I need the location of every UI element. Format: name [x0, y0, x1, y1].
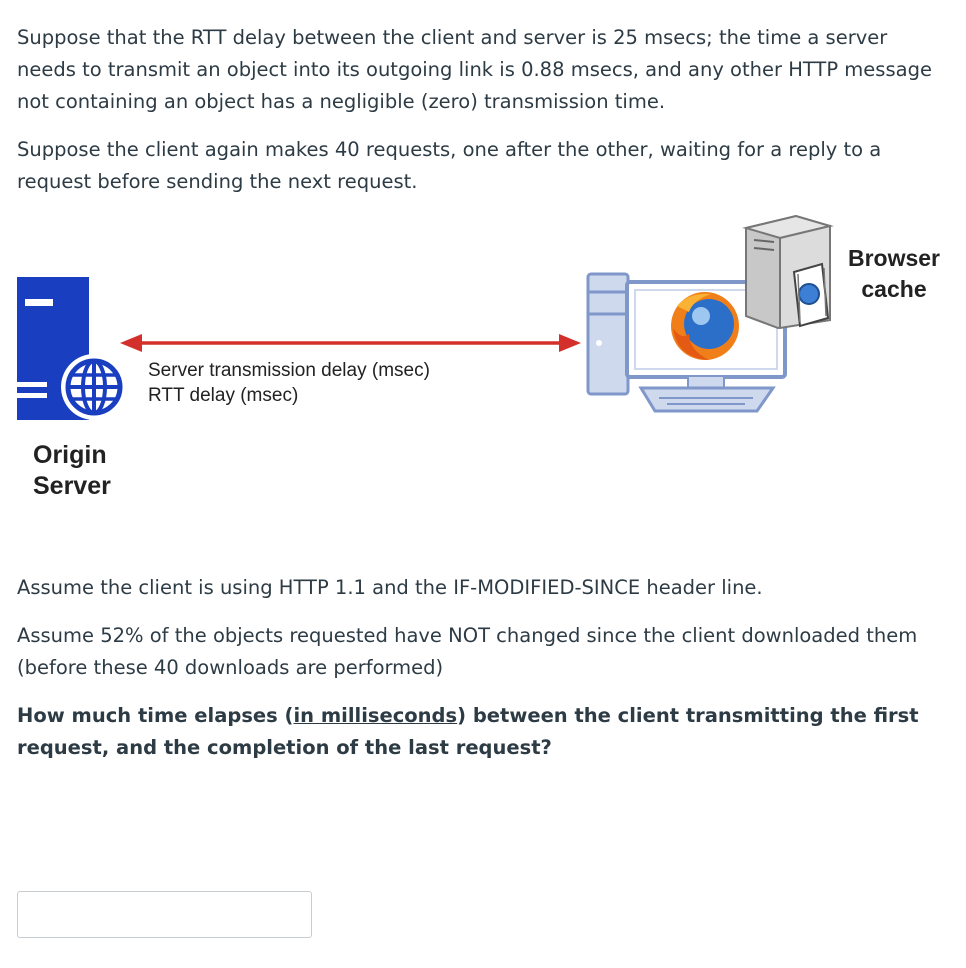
question-paragraph-3: Assume the client is using HTTP 1.1 and the IF-MODIFIED-SINCE header line.	[17, 576, 763, 599]
question-prompt	[17, 700, 952, 764]
prompt-end: ) between the client transmitting the first request, and the completion of the last request?	[17, 704, 919, 759]
cache-label-line-1: Browser	[847, 245, 941, 271]
browser-cache-icon	[742, 212, 842, 334]
browser-cache-label	[842, 243, 946, 305]
prompt-start: How much time elapses (	[17, 704, 294, 727]
origin-label-line-1: Origin	[33, 441, 107, 469]
question-paragraph-4: Assume 52% of the objects requested have NOT changed since the client downloaded them (before these 40 downloads are performed)	[17, 624, 918, 679]
answer-input[interactable]	[17, 891, 312, 938]
origin-label-line-2: Server	[33, 472, 111, 500]
server-transmission-delay-label: Server transmission delay (msec)	[148, 360, 430, 381]
origin-server-icon	[14, 274, 132, 424]
delay-labels	[148, 358, 430, 408]
question-paragraph-1: Suppose that the RTT delay between the client and server is 25 msecs; the time a server needs to transmit an object into its outgoing link is 0.88 msecs, and any other HTTP message not containing an object has a negligible (zero) transmission time.	[17, 26, 932, 113]
question-paragraph-2: Suppose the client again makes 40 requests, one after the other, waiting for a reply to a request before sending the next request.	[17, 138, 882, 193]
rtt-delay-label: RTT delay (msec)	[148, 385, 299, 406]
cache-label-line-2: cache	[861, 276, 927, 302]
units-emphasis: in milliseconds	[293, 704, 458, 727]
origin-server-label	[33, 440, 111, 502]
request-response-arrow	[118, 330, 584, 356]
